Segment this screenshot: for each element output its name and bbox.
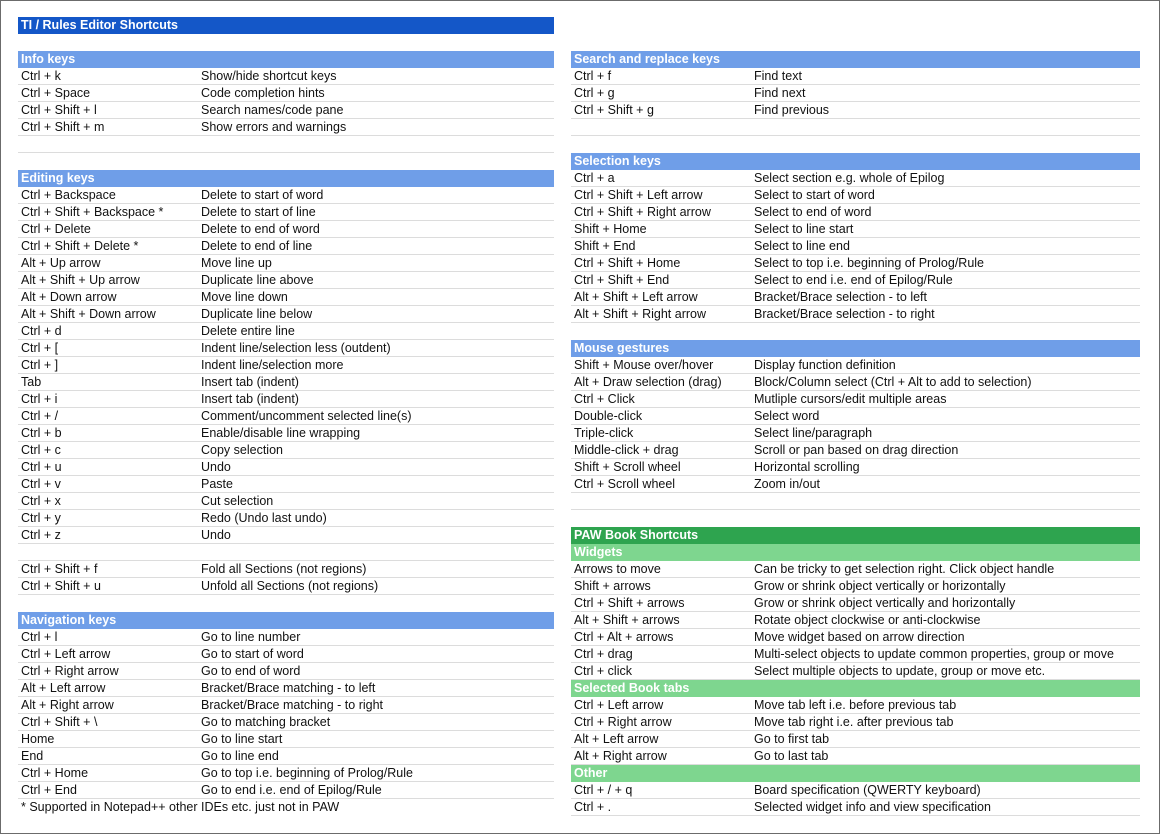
shortcut-row-ctrl-shift-delete <box>18 238 554 255</box>
shortcut-description: Find next <box>754 86 806 100</box>
shortcut-keys: Alt + Up arrow <box>21 256 101 270</box>
shortcut-keys: Ctrl + i <box>21 392 58 406</box>
shortcut-description: Mutliple cursors/edit multiple areas <box>754 392 947 406</box>
shortcut-description: Indent line/selection less (outdent) <box>201 341 391 355</box>
shortcut-description: Move line up <box>201 256 272 270</box>
shortcut-description: Select to start of word <box>754 188 875 202</box>
shortcut-description: Bracket/Brace selection - to left <box>754 290 927 304</box>
shortcut-description: Paste <box>201 477 233 491</box>
shortcut-row-ctrl-shift-arrows <box>571 595 1140 612</box>
blank-row <box>571 119 1140 136</box>
shortcut-description: Enable/disable line wrapping <box>201 426 361 440</box>
shortcut-description: Can be tricky to get selection right. Click object handle <box>754 562 1055 576</box>
shortcut-keys: Ctrl + / + q <box>574 783 633 797</box>
shortcut-keys <box>571 119 754 135</box>
shortcut-row-shift-end <box>571 238 1140 255</box>
shortcut-row-end <box>18 748 554 765</box>
shortcut-description <box>201 136 554 152</box>
shortcut-description: Select line/paragraph <box>754 426 873 440</box>
selection-keys-section <box>571 153 1140 323</box>
section-heading-navigation-keys: Navigation keys <box>18 612 554 629</box>
shortcut-row-ctrl <box>18 357 554 374</box>
shortcut-description: Code completion hints <box>201 86 325 100</box>
shortcut-keys: Ctrl + Shift + Backspace * <box>21 205 164 219</box>
shortcut-keys: Arrows to move <box>574 562 661 576</box>
shortcut-row-ctrl-right-arrow <box>18 663 554 680</box>
shortcut-keys: Ctrl + Left arrow <box>574 698 664 712</box>
shortcut-description: Scroll or pan based on drag direction <box>754 443 959 457</box>
shortcut-keys: Shift + Mouse over/hover <box>574 358 714 372</box>
shortcut-description: Undo <box>201 528 231 542</box>
section-heading-mouse-gestures: Mouse gestures <box>571 340 1140 357</box>
shortcut-keys: Ctrl + k <box>21 69 61 83</box>
shortcut-keys <box>18 544 201 560</box>
shortcut-keys: Ctrl + Home <box>21 766 89 780</box>
section-heading-paw-book-shortcuts: PAW Book Shortcuts <box>571 527 1140 544</box>
shortcut-keys: Ctrl + y <box>21 511 61 525</box>
paw-book-shortcuts-section <box>571 527 1140 816</box>
blank-row <box>18 544 554 561</box>
shortcut-row-ctrl-end <box>18 782 554 799</box>
shortcut-keys: Tab <box>21 375 42 389</box>
shortcut-keys: Ctrl + Shift + \ <box>21 715 98 729</box>
shortcut-keys: Ctrl + Shift + g <box>574 103 654 117</box>
shortcut-keys: Ctrl + c <box>21 443 61 457</box>
shortcut-description: Select to top i.e. beginning of Prolog/Rule <box>754 256 985 270</box>
shortcut-keys: Shift + End <box>574 239 636 253</box>
shortcut-row-ctrl-backspace <box>18 187 554 204</box>
blank-row <box>18 136 554 153</box>
shortcut-description: Horizontal scrolling <box>754 460 860 474</box>
subsection-heading-other: Other <box>571 765 1140 782</box>
shortcut-row-ctrl-u <box>18 459 554 476</box>
shortcut-description: Bracket/Brace matching - to right <box>201 698 384 712</box>
shortcut-description: Go to line number <box>201 630 301 644</box>
shortcut-row-double-click <box>571 408 1140 425</box>
shortcut-row-ctrl-right-arrow <box>571 714 1140 731</box>
shortcut-keys: Ctrl + Shift + Home <box>574 256 681 270</box>
shortcut-row-ctrl-shift-backspace <box>18 204 554 221</box>
shortcut-keys: Ctrl + click <box>574 664 632 678</box>
shortcut-row-alt-shift-arrows <box>571 612 1140 629</box>
shortcut-keys: Ctrl + Shift + End <box>574 273 670 287</box>
info-keys-section <box>18 51 554 153</box>
shortcut-row-ctrl-shift-home <box>571 255 1140 272</box>
shortcut-description: Bracket/Brace matching - to left <box>201 681 376 695</box>
right-column <box>571 51 1140 833</box>
section-heading-selection-keys: Selection keys <box>571 153 1140 170</box>
shortcut-description <box>201 544 554 560</box>
shortcut-keys <box>18 136 201 152</box>
shortcut-description: Go to last tab <box>754 749 829 763</box>
shortcut-keys: Double-click <box>574 409 643 423</box>
shortcut-keys: Ctrl + Click <box>574 392 635 406</box>
shortcut-description: Select word <box>754 409 820 423</box>
shortcut-description: Copy selection <box>201 443 283 457</box>
shortcut-row-alt-draw-selection-drag <box>571 374 1140 391</box>
shortcut-row-alt-shift-up-arrow <box>18 272 554 289</box>
shortcut-keys: Ctrl + u <box>21 460 62 474</box>
shortcut-row-ctrl-shift-left-arrow <box>571 187 1140 204</box>
shortcut-keys: Ctrl + Shift + arrows <box>574 596 685 610</box>
shortcut-row-ctrl-home <box>18 765 554 782</box>
shortcut-row-shift-arrows <box>571 578 1140 595</box>
shortcut-description: Find previous <box>754 103 830 117</box>
shortcut-keys: Ctrl + ] <box>21 358 59 372</box>
shortcut-keys: Ctrl + / <box>21 409 59 423</box>
shortcut-keys: Ctrl + Shift + l <box>21 103 97 117</box>
shortcut-description: Block/Column select (Ctrl + Alt to add to selection) <box>754 375 1032 389</box>
shortcut-keys: Ctrl + End <box>21 783 77 797</box>
shortcut-keys: Triple-click <box>574 426 634 440</box>
shortcut-description: Move tab left i.e. before previous tab <box>754 698 957 712</box>
shortcut-keys: Alt + Left arrow <box>574 732 659 746</box>
shortcut-keys: Ctrl + Delete <box>21 222 91 236</box>
shortcut-keys: Ctrl + Shift + u <box>21 579 101 593</box>
shortcut-row-ctrl-shift-f <box>18 561 554 578</box>
shortcut-row-ctrl-shift-u <box>18 578 554 595</box>
shortcut-row-ctrl <box>18 340 554 357</box>
shortcut-keys <box>571 493 754 509</box>
shortcut-description: Select multiple objects to update, group or move etc. <box>754 664 1046 678</box>
shortcut-keys: Ctrl + Right arrow <box>21 664 119 678</box>
shortcut-keys: Ctrl + d <box>21 324 62 338</box>
shortcut-row-ctrl-left-arrow <box>571 697 1140 714</box>
page-title: TI / Rules Editor Shortcuts <box>18 17 554 34</box>
shortcut-row-shift-scroll-wheel <box>571 459 1140 476</box>
shortcut-row-ctrl-c <box>18 442 554 459</box>
shortcut-row-ctrl-f <box>571 68 1140 85</box>
shortcut-description: Grow or shrink object vertically and horizontally <box>754 596 1016 610</box>
subsection-heading-selected-book-tabs: Selected Book tabs <box>571 680 1140 697</box>
shortcut-keys: Ctrl + Left arrow <box>21 647 111 661</box>
shortcut-keys: Alt + Draw selection (drag) <box>574 375 722 389</box>
shortcut-keys: Shift + arrows <box>574 579 651 593</box>
shortcut-description: Move line down <box>201 290 288 304</box>
shortcut-row-ctrl-shift-end <box>571 272 1140 289</box>
shortcut-row-tab <box>18 374 554 391</box>
shortcut-description: Find text <box>754 69 802 83</box>
shortcut-description: Zoom in/out <box>754 477 821 491</box>
shortcut-row-ctrl-i <box>18 391 554 408</box>
shortcut-row-ctrl-scroll-wheel <box>571 476 1140 493</box>
shortcut-keys: Alt + Shift + arrows <box>574 613 680 627</box>
shortcut-keys: Ctrl + Shift + Left arrow <box>574 188 703 202</box>
shortcut-keys: Ctrl + drag <box>574 647 633 661</box>
shortcut-row-alt-down-arrow <box>18 289 554 306</box>
shortcut-keys: Ctrl + Shift + Right arrow <box>574 205 711 219</box>
shortcut-row-ctrl-shift-g <box>571 102 1140 119</box>
blank-row <box>571 493 1140 510</box>
search-and-replace-keys-section <box>571 51 1140 136</box>
shortcut-row-alt-left-arrow <box>571 731 1140 748</box>
shortcut-keys: Alt + Right arrow <box>21 698 114 712</box>
shortcut-row-ctrl-shift <box>18 714 554 731</box>
shortcut-description: Select to line end <box>754 239 850 253</box>
shortcut-row-ctrl-d <box>18 323 554 340</box>
shortcut-row-ctrl <box>18 408 554 425</box>
shortcut-description: Go to end of word <box>201 664 301 678</box>
shortcut-description: Go to end i.e. end of Epilog/Rule <box>201 783 382 797</box>
shortcut-keys: Ctrl + Scroll wheel <box>574 477 676 491</box>
editing-keys-section <box>18 170 554 595</box>
shortcut-row-ctrl-click <box>571 663 1140 680</box>
shortcut-description: Go to start of word <box>201 647 304 661</box>
shortcut-description: Undo <box>201 460 231 474</box>
shortcut-row-ctrl-delete <box>18 221 554 238</box>
shortcut-description: Cut selection <box>201 494 274 508</box>
left-column <box>18 17 554 816</box>
shortcut-row-ctrl-v <box>18 476 554 493</box>
shortcut-row-ctrl-b <box>18 425 554 442</box>
shortcut-description: Insert tab (indent) <box>201 392 299 406</box>
shortcut-row-ctrl-drag <box>571 646 1140 663</box>
shortcut-description: Display function definition <box>754 358 896 372</box>
shortcut-description: Search names/code pane <box>201 103 344 117</box>
shortcut-keys: Ctrl + l <box>21 630 58 644</box>
shortcut-description: Delete to end of word <box>201 222 320 236</box>
shortcut-row-arrows-to-move <box>571 561 1140 578</box>
shortcut-row-ctrl-q <box>571 782 1140 799</box>
shortcut-keys: Alt + Shift + Left arrow <box>574 290 698 304</box>
shortcut-description: Multi-select objects to update common properties, group or move <box>754 647 1114 661</box>
shortcut-description: Unfold all Sections (not regions) <box>201 579 379 593</box>
mouse-gestures-section <box>571 340 1140 510</box>
section-heading-search-and-replace-keys: Search and replace keys <box>571 51 1140 68</box>
shortcut-description: Delete to start of line <box>201 205 316 219</box>
shortcut-keys: Shift + Scroll wheel <box>574 460 681 474</box>
shortcut-description: Duplicate line below <box>201 307 313 321</box>
shortcut-description: Go to line start <box>201 732 283 746</box>
shortcut-row-shift-mouse-over-hover <box>571 357 1140 374</box>
shortcut-row-triple-click <box>571 425 1140 442</box>
shortcut-description: Bracket/Brace selection - to right <box>754 307 935 321</box>
shortcut-description <box>754 119 1140 135</box>
shortcut-description: Redo (Undo last undo) <box>201 511 327 525</box>
shortcut-keys: Alt + Shift + Up arrow <box>21 273 140 287</box>
shortcut-row-shift-home <box>571 221 1140 238</box>
shortcut-keys: Alt + Shift + Down arrow <box>21 307 156 321</box>
shortcut-row-alt-left-arrow <box>18 680 554 697</box>
shortcut-row-ctrl-shift-right-arrow <box>571 204 1140 221</box>
shortcut-keys: End <box>21 749 44 763</box>
subsection-heading-widgets: Widgets <box>571 544 1140 561</box>
shortcut-keys: Ctrl + v <box>21 477 61 491</box>
shortcut-keys: Ctrl + Shift + m <box>21 120 105 134</box>
shortcut-row-ctrl-a <box>571 170 1140 187</box>
shortcut-description: Rotate object clockwise or anti-clockwise <box>754 613 981 627</box>
section-heading-editing-keys: Editing keys <box>18 170 554 187</box>
shortcut-keys: Ctrl + Backspace <box>21 188 116 202</box>
shortcut-description: Indent line/selection more <box>201 358 344 372</box>
shortcut-keys: Alt + Down arrow <box>21 290 117 304</box>
shortcut-description: Insert tab (indent) <box>201 375 299 389</box>
shortcut-keys: Home <box>21 732 55 746</box>
shortcut-row-alt-shift-right-arrow <box>571 306 1140 323</box>
shortcut-description: Delete to end of line <box>201 239 313 253</box>
shortcut-description: Select to end i.e. end of Epilog/Rule <box>754 273 953 287</box>
shortcut-keys: Ctrl + Shift + Delete * <box>21 239 139 253</box>
shortcut-keys: Ctrl + [ <box>21 341 59 355</box>
shortcut-row-ctrl-x <box>18 493 554 510</box>
shortcut-keys: Ctrl + Right arrow <box>574 715 672 729</box>
shortcut-row-alt-right-arrow <box>571 748 1140 765</box>
shortcut-row-alt-shift-down-arrow <box>18 306 554 323</box>
shortcut-keys: Ctrl + g <box>574 86 615 100</box>
shortcut-keys: Ctrl + f <box>574 69 612 83</box>
shortcut-keys: Alt + Right arrow <box>574 749 667 763</box>
shortcut-description: Select to end of word <box>754 205 872 219</box>
shortcut-keys: Shift + Home <box>574 222 647 236</box>
shortcut-description: Move widget based on arrow direction <box>754 630 965 644</box>
shortcut-row-alt-right-arrow <box>18 697 554 714</box>
shortcut-row-ctrl-k <box>18 68 554 85</box>
shortcut-row-ctrl-click <box>571 391 1140 408</box>
shortcut-description: Fold all Sections (not regions) <box>201 562 367 576</box>
shortcut-row-ctrl <box>571 799 1140 816</box>
shortcut-keys: Alt + Shift + Right arrow <box>574 307 707 321</box>
shortcut-row-ctrl-shift-l <box>18 102 554 119</box>
shortcut-description: Delete to start of word <box>201 188 324 202</box>
shortcut-description: Board specification (QWERTY keyboard) <box>754 783 981 797</box>
shortcut-description: Select to line start <box>754 222 854 236</box>
shortcut-keys: Ctrl + . <box>574 800 612 814</box>
shortcut-row-alt-up-arrow <box>18 255 554 272</box>
shortcut-keys: Ctrl + b <box>21 426 62 440</box>
shortcut-description: Move tab right i.e. after previous tab <box>754 715 954 729</box>
shortcut-description: Selected widget info and view specification <box>754 800 991 814</box>
shortcut-row-home <box>18 731 554 748</box>
shortcut-description: Grow or shrink object vertically or horizontally <box>754 579 1006 593</box>
shortcut-row-ctrl-l <box>18 629 554 646</box>
footnote: * Supported in Notepad++ other IDEs etc. just not in PAW <box>21 800 340 814</box>
shortcut-description: Show/hide shortcut keys <box>201 69 337 83</box>
shortcut-description: Delete entire line <box>201 324 295 338</box>
shortcut-row-ctrl-z <box>18 527 554 544</box>
shortcut-keys: Ctrl + Alt + arrows <box>574 630 674 644</box>
shortcut-description: Show errors and warnings <box>201 120 347 134</box>
shortcut-row-ctrl-left-arrow <box>18 646 554 663</box>
shortcut-description: Go to top i.e. beginning of Prolog/Rule <box>201 766 413 780</box>
shortcut-row-middle-click-drag <box>571 442 1140 459</box>
shortcut-keys: Middle-click + drag <box>574 443 679 457</box>
shortcut-row-ctrl-space <box>18 85 554 102</box>
shortcut-keys: Ctrl + Space <box>21 86 91 100</box>
shortcut-description: Go to line end <box>201 749 279 763</box>
shortcut-row-ctrl-g <box>571 85 1140 102</box>
shortcut-description: Select section e.g. whole of Epilog <box>754 171 945 185</box>
shortcut-keys: Ctrl + Shift + f <box>21 562 98 576</box>
shortcut-keys: Ctrl + x <box>21 494 61 508</box>
shortcut-row-ctrl-y <box>18 510 554 527</box>
shortcut-description: Go to first tab <box>754 732 830 746</box>
shortcut-keys: Alt + Left arrow <box>21 681 106 695</box>
shortcut-keys: Ctrl + a <box>574 171 615 185</box>
shortcut-row-ctrl-alt-arrows <box>571 629 1140 646</box>
shortcut-row-alt-shift-left-arrow <box>571 289 1140 306</box>
shortcut-description: Go to matching bracket <box>201 715 331 729</box>
shortcut-keys: Ctrl + z <box>21 528 61 542</box>
navigation-keys-section <box>18 612 554 799</box>
section-heading-info-keys: Info keys <box>18 51 554 68</box>
shortcut-description: Comment/uncomment selected line(s) <box>201 409 412 423</box>
shortcut-row-ctrl-shift-m <box>18 119 554 136</box>
shortcut-description: Duplicate line above <box>201 273 314 287</box>
shortcut-description <box>754 493 1140 509</box>
